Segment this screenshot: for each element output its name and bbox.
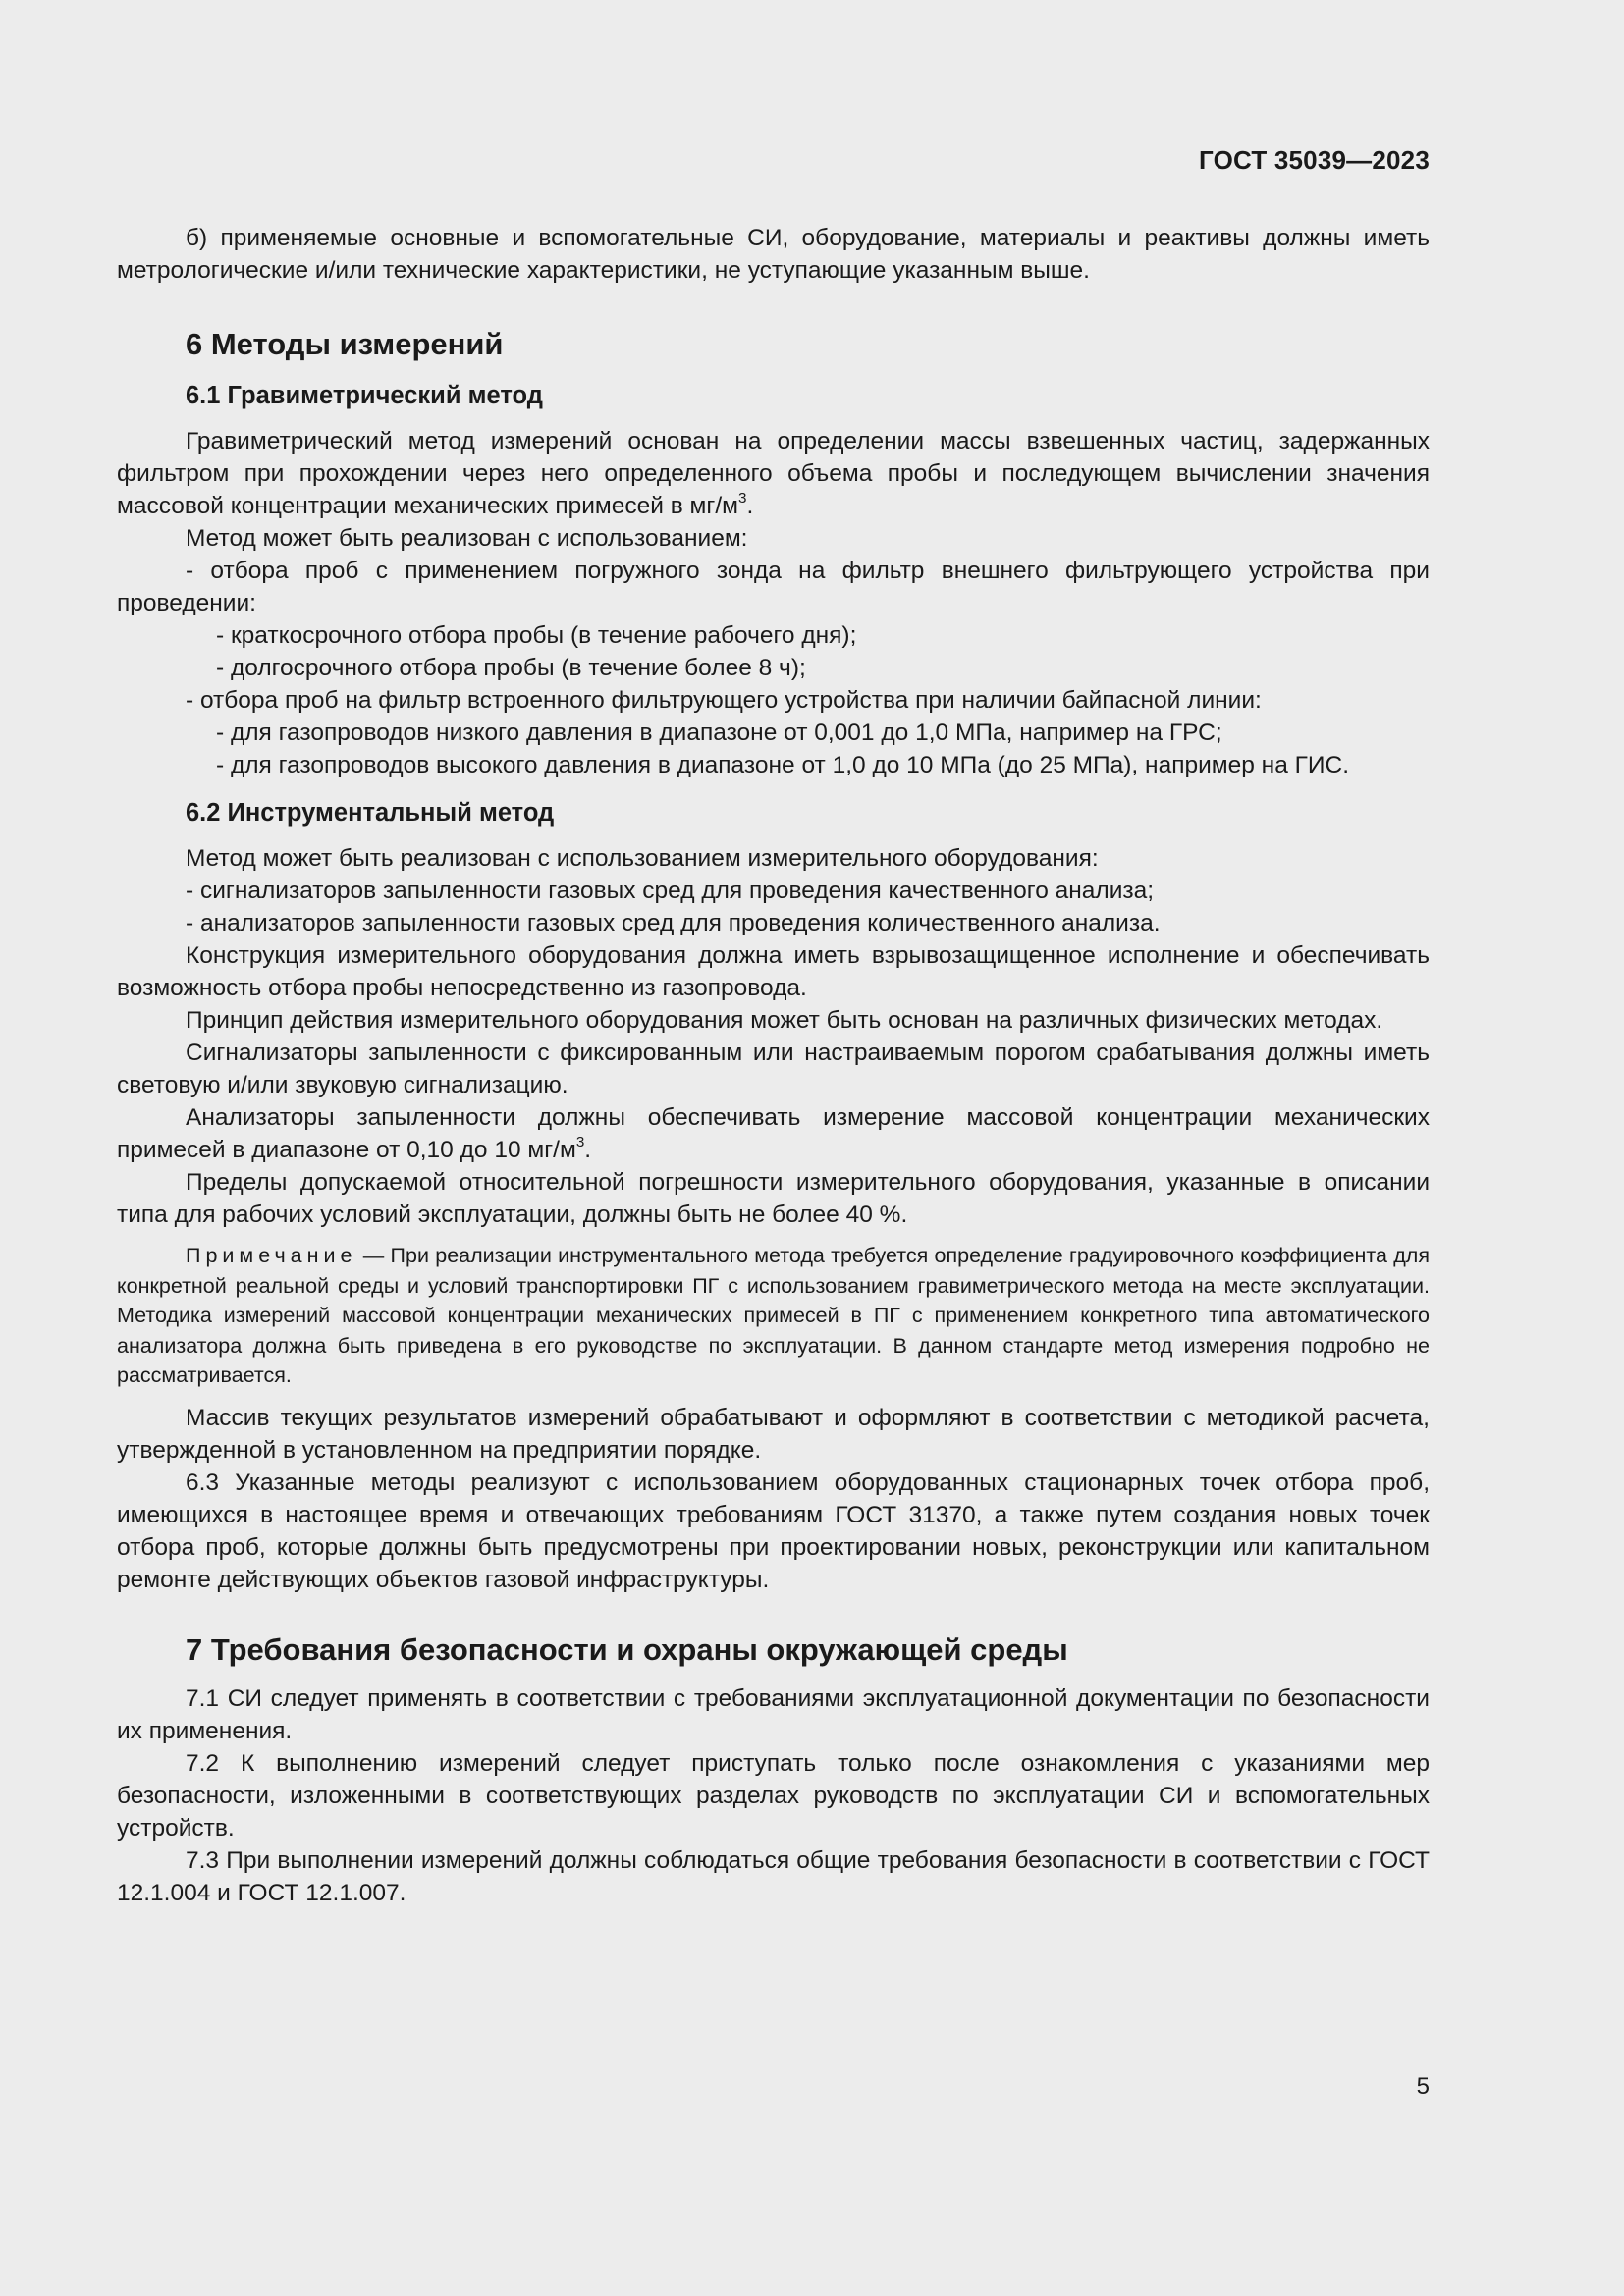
document-code-header: ГОСТ 35039—2023	[1199, 145, 1430, 175]
paragraph-6-2-3: Принцип действия измерительного оборудования может быть основан на различных физических методах.	[186, 1007, 1383, 1034]
paragraph-6-1-2: Метод может быть реализован с использованием:	[186, 525, 748, 552]
list-item: - отбора проб на фильтр встроенного фильтрующего устройства при наличии байпасной линии:	[186, 687, 1262, 714]
period: .	[746, 493, 754, 519]
paragraph-intro-b: б) применяемые основные и вспомогательные СИ, оборудование, материалы и реактивы должны иметь метрологические и/или технические характеристики, не уступающие указанным выше.	[117, 225, 1430, 284]
period: .	[584, 1137, 592, 1163]
section-7-heading: 7 Требования безопасности и охраны окружающей среды	[186, 1631, 1068, 1667]
paragraph-7-3: 7.3 При выполнении измерений должны соблюдаться общие требования безопасности в соответствии с ГОСТ 12.1.004 и ГОСТ 12.1.007.	[117, 1846, 1430, 1906]
paragraph-6-2-6: Пределы допускаемой относительной погрешности измерительного оборудования, указанные в описании типа для рабочих условий эксплуатации, должны быть не более 40 %.	[117, 1169, 1430, 1228]
section-6-heading: 6 Методы измерений	[186, 327, 504, 361]
subsection-6-1-heading: 6.1 Гравиметрический метод	[186, 382, 543, 409]
paragraph-6-1-1	[117, 425, 1430, 522]
page-number: 5	[1416, 2073, 1430, 2100]
note-block	[117, 1241, 1430, 1391]
subsection-6-2-heading: 6.2 Инструментальный метод	[186, 799, 555, 827]
paragraph-6-2-5-text: Анализаторы запыленности должны обеспечивать измерение массовой концентрации механических примесей в диапазоне от 0,10 до 10 мг/м	[117, 1104, 1430, 1163]
paragraph-6-1-1-text: Гравиметрический метод измерений основан на определении массы взвешенных частиц, задержанных фильтром при прохождении через него определенного объема пробы и последующем вычислении значения массовой концентрации механических примесей в мг/м	[117, 428, 1430, 519]
paragraph-6-2-1: Метод может быть реализован с использованием измерительного оборудования:	[186, 845, 1099, 872]
paragraph-7-1: 7.1 СИ следует применять в соответствии с требованиями эксплуатационной документации по безопасности их применения.	[117, 1684, 1430, 1744]
note-paragraph	[117, 1241, 1430, 1391]
list-item: - долгосрочного отбора пробы (в течение более 8 ч);	[216, 655, 806, 681]
paragraph-6-2-7: Массив текущих результатов измерений обрабатывают и оформляют в соответствии с методикой расчета, утвержденной в установленном на предприятии порядке.	[117, 1404, 1430, 1464]
paragraph-6-2-4: Сигнализаторы запыленности с фиксированным или настраиваемым порогом срабатывания должны иметь световую и/или звуковую сигнализацию.	[117, 1040, 1430, 1098]
note-text: — При реализации инструментального метода требуется определение градуировочного коэффициента для конкретной реальной среды и условий транспортировки ПГ с использованием гравиметрического метода на месте эксплуатации. Методика измерений массовой концентрации механических примесей в ПГ с применением конкретного типа автоматического анализатора должна быть приведена в его руководстве по эксплуатации. В данном стандарте метод измерения подробно не рассматривается.	[117, 1244, 1430, 1387]
superscript-3: 3	[575, 1134, 585, 1151]
page-content	[117, 222, 1430, 1909]
list-item: - сигнализаторов запыленности газовых сред для проведения качественного анализа;	[186, 878, 1155, 904]
paragraph-7-2: 7.2 К выполнению измерений следует приступать только после ознакомления с указаниями мер безопасности, изложенными в соответствующих разделах руководств по эксплуатации СИ и вспомогательных устройств.	[117, 1749, 1430, 1842]
superscript-3: 3	[738, 490, 747, 507]
list-item: - краткосрочного отбора пробы (в течение рабочего дня);	[216, 622, 857, 649]
list-item: - отбора проб с применением погружного зонда на фильтр внешнего фильтрующего устройства при проведении:	[117, 558, 1430, 616]
paragraph-6-2-5	[117, 1101, 1430, 1166]
paragraph-6-3: 6.3 Указанные методы реализуют с использованием оборудованных стационарных точек отбора проб, имеющихся в настоящее время и отвечающих требованиям ГОСТ 31370, а также путем создания новых точек отбора проб, которые должны быть предусмотрены при проектировании новых, реконструкции или капитальном ремонте действующих объектов газовой инфраструктуры.	[117, 1468, 1430, 1593]
note-label: Примечание	[186, 1244, 357, 1267]
paragraph-6-2-2: Конструкция измерительного оборудования должна иметь взрывозащищенное исполнение и обеспечивать возможность отбора пробы непосредственно из газопровода.	[117, 942, 1430, 1001]
list-item: - анализаторов запыленности газовых сред для проведения количественного анализа.	[186, 910, 1161, 936]
list-item: - для газопроводов высокого давления в диапазоне от 1,0 до 10 МПа (до 25 МПа), например на ГИС.	[216, 752, 1350, 778]
list-item: - для газопроводов низкого давления в диапазоне от 0,001 до 1,0 МПа, например на ГРС;	[216, 720, 1222, 746]
